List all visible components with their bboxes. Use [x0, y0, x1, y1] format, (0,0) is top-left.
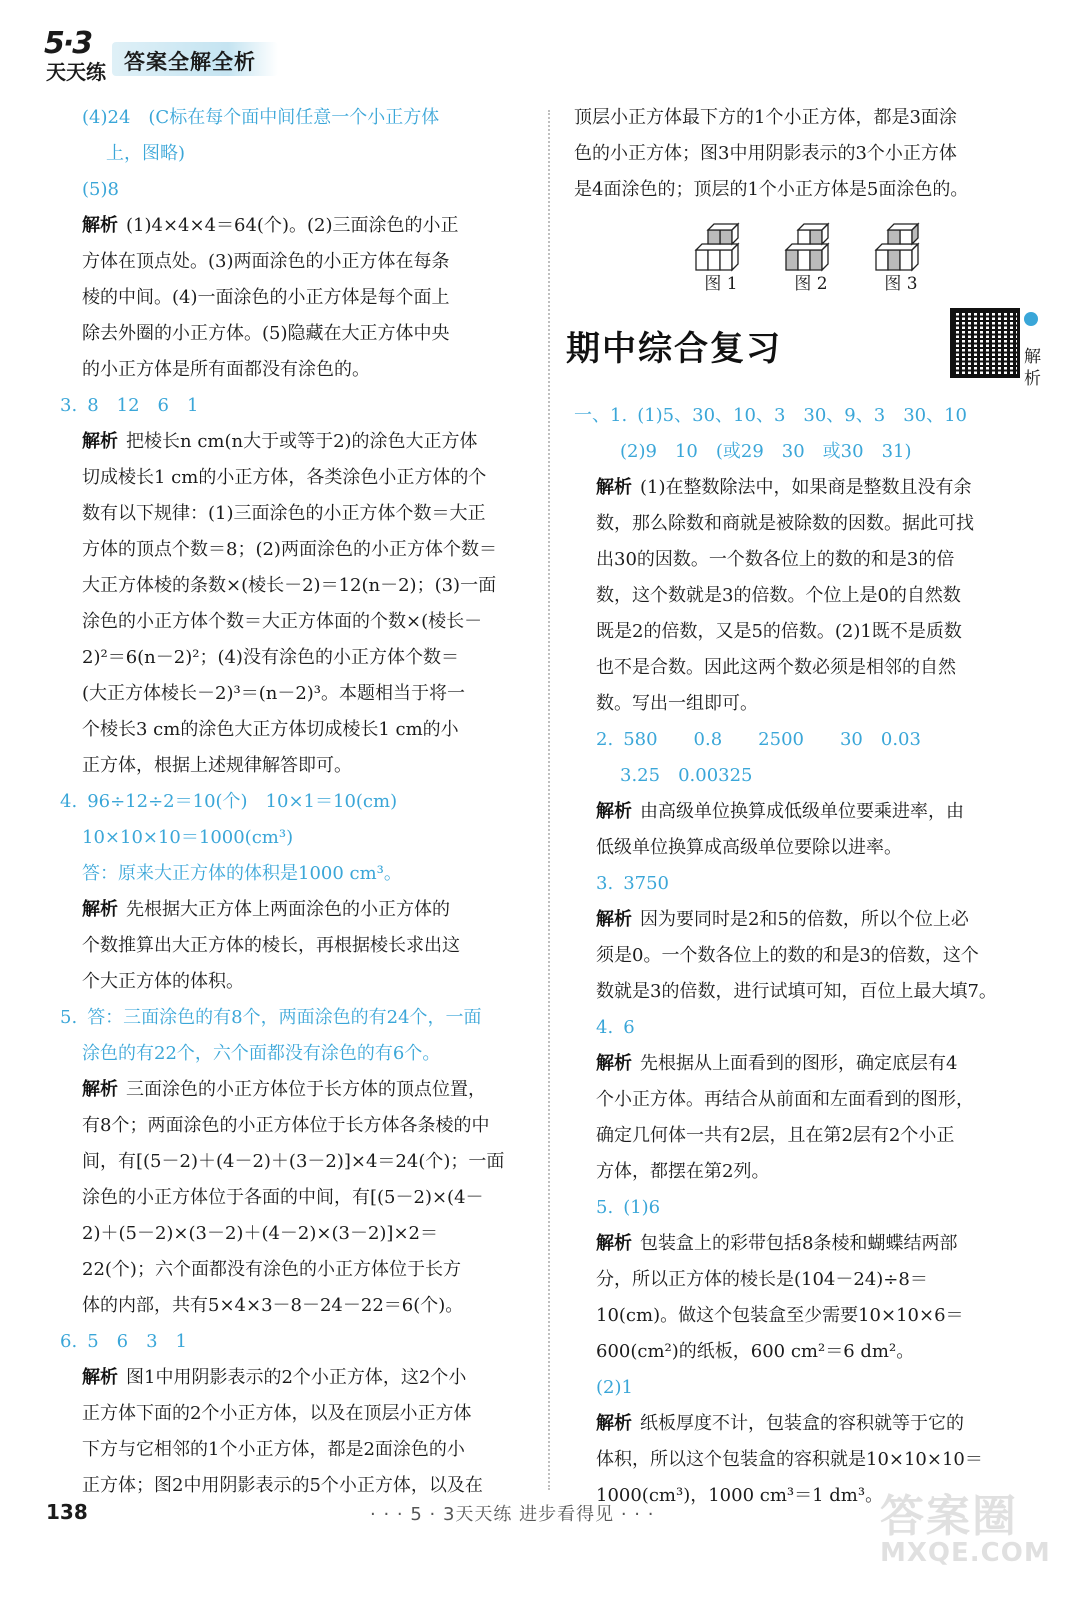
text-line — [574, 686, 1044, 722]
qr-code-icon[interactable] — [950, 308, 1020, 378]
text-line — [60, 460, 540, 496]
text-line — [574, 470, 1044, 506]
answer-text: 涂色的有22个，六个面都没有涂色的有6个。 — [82, 1043, 441, 1064]
figure-2 — [784, 222, 838, 296]
analysis-label: 解析 — [596, 801, 632, 822]
figure-3-label: 图 3 — [884, 274, 918, 294]
text-line — [60, 1000, 540, 1036]
question-number: 5. — [596, 1197, 614, 1218]
header-title: 答案全解全析 — [124, 50, 256, 74]
explanation-text: 图1中用阴影表示的2个小正方体，这2个小 — [126, 1367, 467, 1388]
text-line — [60, 892, 540, 928]
analysis-label: 解析 — [82, 1367, 118, 1388]
analysis-label: 解析 — [82, 1079, 118, 1100]
text-line — [60, 1396, 540, 1432]
text-line — [60, 1144, 540, 1180]
explanation-text: 三面涂色的小正方体位于长方体的顶点位置， — [126, 1079, 486, 1100]
text-line — [574, 1298, 1044, 1334]
explanation-text: 个小正方体。再结合从前面和左面看到的图形， — [596, 1089, 974, 1110]
explanation-text: 个数推算出大正方体的棱长，再根据棱长求出这 — [82, 935, 460, 956]
explanation-text: 2)²＝6(n－2)²；(4)没有涂色的小正方体个数＝ — [82, 647, 459, 668]
explanation-text: 数有以下规律：(1)三面涂色的小正方体个数＝大正 — [82, 503, 486, 524]
explanation-text: 分，所以正方体的棱长是(104－24)÷8＝ — [596, 1269, 928, 1290]
explanation-text: 正方体下面的2个小正方体，以及在顶层小正方体 — [82, 1403, 472, 1424]
answer-text: 8 12 6 1 — [87, 395, 199, 416]
text-line — [60, 928, 540, 964]
right-column — [566, 100, 1044, 1514]
logo-text: 天天练 — [46, 60, 106, 84]
explanation-text: 切成棱长1 cm的小正方体，各类涂色小正方体的个 — [82, 467, 487, 488]
logo-number: 5·3 — [44, 26, 92, 61]
text-line — [60, 100, 540, 136]
text-line — [60, 604, 540, 640]
text-line — [60, 712, 540, 748]
text-line — [60, 172, 540, 208]
page-number: 138 — [46, 1500, 88, 1524]
text-line — [60, 640, 540, 676]
text-line — [574, 794, 1044, 830]
text-line — [574, 974, 1044, 1010]
analysis-label: 解析 — [596, 477, 632, 498]
text-line — [60, 748, 540, 784]
answer-text: (4)24 (C标在每个面中间任意一个小正方体 — [82, 107, 440, 128]
explanation-text: 2)＋(5－2)×(3－2)＋(4－2)×(3－2)]×2＝ — [82, 1223, 438, 1244]
explanation-text: 既是2的倍数，又是5的倍数。(2)1既不是质数 — [596, 621, 962, 642]
text-line — [60, 1180, 540, 1216]
text-line — [60, 352, 540, 388]
text-line — [60, 424, 540, 460]
play-icon — [1024, 312, 1038, 326]
explanation-text: 色的小正方体；图3中用阴影表示的3个小正方体 — [574, 143, 957, 164]
explanation-text: 把棱长n cm(n大于或等于2)的涂色大正方体 — [126, 431, 478, 452]
answer-text: 96÷12÷2＝10(个) 10×1＝10(cm) — [87, 791, 398, 812]
figure-2-label: 图 2 — [794, 274, 828, 294]
explanation-text: 体积，所以这个包装盒的容积就是10×10×10＝ — [596, 1449, 983, 1470]
explanation-text: 也不是合数。因此这两个数必须是相邻的自然 — [596, 657, 956, 678]
explanation-text: 的小正方体是所有面都没有涂色的。 — [82, 359, 370, 380]
text-line — [574, 578, 1044, 614]
text-line — [574, 100, 1044, 136]
explanation-text: 下方与它相邻的1个小正方体，都是2面涂色的小 — [82, 1439, 465, 1460]
watermark-text: 答案圈 — [880, 1491, 1018, 1542]
explanation-text: 确定几何体一共有2层，且在第2层有2个小正 — [596, 1125, 955, 1146]
text-line — [574, 1262, 1044, 1298]
analysis-label: 解析 — [82, 215, 118, 236]
explanation-text: 须是0。一个数各位上的数的和是3的倍数，这个 — [596, 945, 979, 966]
explanation-text: (1)在整数除法中，如果商是整数且没有余 — [640, 477, 972, 498]
text-line — [60, 136, 540, 172]
text-line — [574, 434, 1044, 470]
text-line — [574, 1406, 1044, 1442]
analysis-label: 解析 — [82, 431, 118, 452]
figure-1 — [694, 222, 748, 296]
answer-text: (1)6 — [623, 1197, 661, 1218]
text-line — [60, 280, 540, 316]
answer-text: (2)1 — [596, 1377, 633, 1398]
text-line — [574, 758, 1044, 794]
text-line — [574, 1226, 1044, 1262]
explanation-text: 低级单位换算成高级单位要除以进率。 — [596, 837, 902, 858]
explanation-text: 600(cm²)的纸板，600 cm²＝6 dm²。 — [596, 1341, 915, 1362]
cube-stack-figure-3 — [874, 222, 928, 272]
text-line — [574, 506, 1044, 542]
text-line — [574, 1370, 1044, 1406]
explanation-text: 出30的因数。一个数各位上的数的和是3的倍 — [596, 549, 955, 570]
answer-text: 3.25 0.00325 — [620, 765, 753, 786]
explanation-text: 大正方体棱的条数×(棱长－2)＝12(n－2)；(3)一面 — [82, 575, 497, 596]
text-line — [574, 542, 1044, 578]
question-number: 5. — [60, 1007, 78, 1028]
text-line — [60, 676, 540, 712]
answer-text: 答：三面涂色的有8个，两面涂色的有24个，一面 — [87, 1007, 482, 1028]
explanation-text: 数就是3的倍数，进行试填可知，百位上最大填7。 — [596, 981, 997, 1002]
text-line — [60, 496, 540, 532]
explanation-text: 涂色的小正方体个数＝大正方体面的个数×(棱长－ — [82, 611, 483, 632]
question-number: 3. — [596, 873, 614, 894]
question-number: 4. — [60, 791, 78, 812]
answer-text: (2)9 10 (或29 30 或30 31) — [620, 441, 912, 462]
text-line — [60, 1324, 540, 1360]
text-line — [574, 1442, 1044, 1478]
section-header — [566, 314, 1044, 389]
answer-text: (1)5、30、10、3 30、9、3 30、10 — [637, 405, 968, 426]
right-body-text — [574, 398, 1044, 1514]
text-line — [60, 1288, 540, 1324]
text-line — [574, 398, 1044, 434]
text-line — [574, 1010, 1044, 1046]
qr-block[interactable] — [950, 308, 1044, 390]
explanation-text: (大正方体棱长－2)³＝(n－2)³。本题相当于将一 — [82, 683, 466, 704]
answer-text: 580 0.8 2500 30 0.03 — [623, 729, 921, 750]
text-line — [60, 1072, 540, 1108]
cube-figures — [694, 222, 1044, 296]
text-line — [574, 1118, 1044, 1154]
explanation-text: 纸板厚度不计，包装盒的容积就等于它的 — [640, 1413, 964, 1434]
figure-1-label: 图 1 — [704, 274, 738, 294]
text-line — [574, 1154, 1044, 1190]
explanation-text: 正方体，根据上述规律解答即可。 — [82, 755, 352, 776]
answer-text: 5 6 3 1 — [87, 1331, 187, 1352]
analysis-label: 解析 — [596, 1413, 632, 1434]
text-line — [574, 866, 1044, 902]
question-number: 3. — [60, 395, 78, 416]
question-number: 4. — [596, 1017, 614, 1038]
text-line — [574, 136, 1044, 172]
answer-text: 6 — [623, 1017, 635, 1038]
explanation-text: 有8个；两面涂色的小正方体位于长方体各条棱的中 — [82, 1115, 490, 1136]
left-column — [60, 100, 540, 1504]
answer-text: 上，图略) — [106, 143, 186, 164]
question-number: 6. — [60, 1331, 78, 1352]
text-line — [60, 1108, 540, 1144]
explanation-text: 间，有[(5－2)＋(4－2)＋(3－2)]×4＝24(个)；一面 — [82, 1151, 505, 1172]
answer-text: 3750 — [623, 873, 669, 894]
section-title: 期中综合复习 — [566, 329, 782, 369]
text-line — [60, 1036, 540, 1072]
text-line — [60, 1432, 540, 1468]
explanation-text: 1000(cm³)，1000 cm³＝1 dm³。 — [596, 1485, 884, 1506]
brand-logo — [40, 26, 110, 86]
explanation-text: 方体在顶点处。(3)两面涂色的小正方体在每条 — [82, 251, 450, 272]
text-line — [60, 316, 540, 352]
site-watermark — [880, 1480, 1070, 1590]
explanation-text: 个棱长3 cm的涂色大正方体切成棱长1 cm的小 — [82, 719, 459, 740]
explanation-text: 体的内部，共有5×4×3－8－24－22＝6(个)。 — [82, 1295, 464, 1316]
explanation-text: 方体的顶点个数＝8；(2)两面涂色的小正方体个数＝ — [82, 539, 497, 560]
answer-text: 10×10×10＝1000(cm³) — [82, 827, 294, 848]
right-top-text — [574, 100, 1044, 208]
text-line — [574, 938, 1044, 974]
explanation-text: 包装盒上的彩带包括8条棱和蝴蝶结两部 — [640, 1233, 958, 1254]
question-number: 2. — [596, 729, 614, 750]
text-line — [60, 784, 540, 820]
explanation-text: 数。写出一组即可。 — [596, 693, 758, 714]
qr-label: 解析 — [1024, 347, 1041, 389]
explanation-text: (1)4×4×4＝64(个)。(2)三面涂色的小正 — [126, 215, 459, 236]
explanation-text: 是4面涂色的；顶层的1个小正方体是5面涂色的。 — [574, 179, 969, 200]
text-line — [574, 830, 1044, 866]
explanation-text: 22(个)；六个面都没有涂色的小正方体位于长方 — [82, 1259, 461, 1280]
explanation-text: 因为要同时是2和5的倍数，所以个位上必 — [640, 909, 969, 930]
answer-text: 答：原来大正方体的体积是1000 cm³。 — [82, 863, 402, 884]
question-number: 一、1. — [574, 405, 628, 426]
explanation-text: 除去外圈的小正方体。(5)隐藏在大正方体中央 — [82, 323, 450, 344]
text-line — [574, 650, 1044, 686]
explanation-text: 数，那么除数和商就是被除数的因数。据此可找 — [596, 513, 974, 534]
explanation-text: 先根据大正方体上两面涂色的小正方体的 — [126, 899, 450, 920]
analysis-label: 解析 — [596, 1233, 632, 1254]
text-line — [60, 856, 540, 892]
analysis-label: 解析 — [596, 909, 632, 930]
text-line — [574, 1046, 1044, 1082]
column-divider — [548, 110, 550, 1490]
analysis-label: 解析 — [82, 899, 118, 920]
explanation-text: 由高级单位换算成低级单位要乘进率，由 — [640, 801, 964, 822]
page-header — [40, 26, 340, 86]
text-line — [60, 244, 540, 280]
text-line — [60, 388, 540, 424]
text-line — [574, 902, 1044, 938]
explanation-text: 正方体；图2中用阴影表示的5个小正方体，以及在 — [82, 1475, 483, 1496]
explanation-text: 10(cm)。做这个包装盒至少需要10×10×6＝ — [596, 1305, 964, 1326]
text-line — [574, 1082, 1044, 1118]
text-line — [60, 964, 540, 1000]
text-line — [60, 532, 540, 568]
text-line — [60, 208, 540, 244]
answer-text: (5)8 — [82, 179, 119, 200]
text-line — [574, 1190, 1044, 1226]
explanation-text: 方体，都摆在第2列。 — [596, 1161, 770, 1182]
cube-stack-figure-2 — [784, 222, 838, 272]
text-line — [574, 172, 1044, 208]
text-line — [574, 1334, 1044, 1370]
analysis-label: 解析 — [596, 1053, 632, 1074]
figure-3 — [874, 222, 928, 296]
text-line — [60, 820, 540, 856]
text-line — [60, 568, 540, 604]
text-line — [574, 614, 1044, 650]
text-line — [60, 1216, 540, 1252]
text-line — [60, 1360, 540, 1396]
explanation-text: 顶层小正方体最下方的1个小正方体，都是3面涂 — [574, 107, 957, 128]
explanation-text: 先根据从上面看到的图形，确定底层有4 — [640, 1053, 958, 1074]
watermark-url: MXQE.COM — [880, 1538, 1051, 1568]
cube-stack-figure-1 — [694, 222, 748, 272]
explanation-text: 个大正方体的体积。 — [82, 971, 244, 992]
text-line — [60, 1252, 540, 1288]
explanation-text: 数，这个数就是3的倍数。个位上是0的自然数 — [596, 585, 961, 606]
text-line — [574, 722, 1044, 758]
explanation-text: 棱的中间。(4)一面涂色的小正方体是每个面上 — [82, 287, 450, 308]
footer-slogan: · · · 5 · 3天天练 进步看得见 · · · — [370, 1504, 655, 1525]
explanation-text: 涂色的小正方体位于各面的中间，有[(5－2)×(4－ — [82, 1187, 484, 1208]
